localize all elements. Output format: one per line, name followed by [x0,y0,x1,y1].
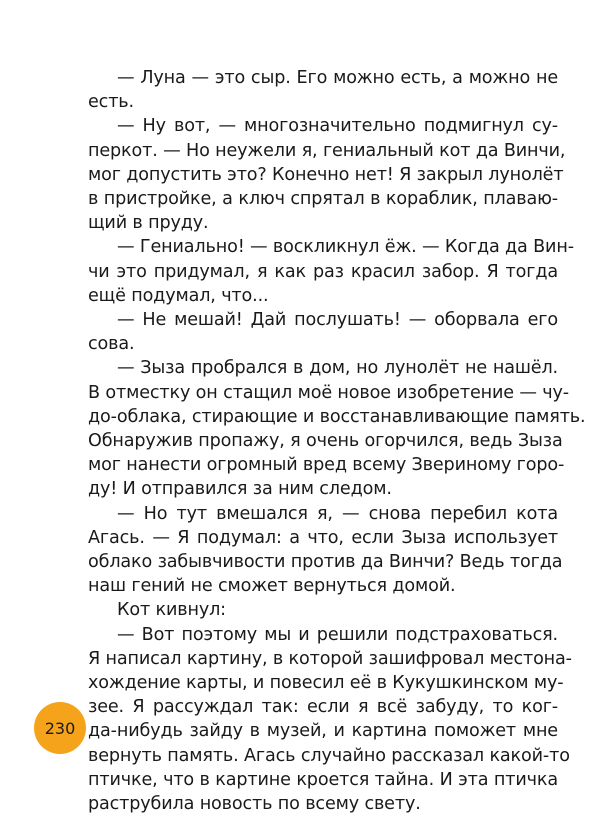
text-line: — Луна — это сыр. Его можно есть, а можно не [117,68,558,88]
text-line: перкот. — Но неужели я, гениальный кот да Винчи, [88,140,566,161]
paragraph [88,623,572,816]
text-line: ду! И отправился за ним следом. [88,479,392,500]
text-line: облако забывчивости против да Винчи? Ведь тогда [88,552,563,573]
text-line: есть. [88,92,134,113]
text-line: хождение карты, и повесил её в Кукушкинском му- [88,673,564,694]
text-line: до-облака, стирающие и восстанавливающие память. [88,406,586,427]
text-line: зее. Я рассуждал так: если я всё забуду, то ког- [88,697,558,718]
text-line: — Зыза пробрался в дом, но лунолёт не нашёл. [117,358,558,379]
text-line: сова. [88,334,135,355]
text-line: щий в пруду. [88,213,209,234]
text-line: Я написал картину, в которой зашифровал местона- [88,648,572,669]
text-line: — Ну вот, — многозначительно подмигнул су- [117,116,558,137]
paragraph [88,598,558,622]
text-line: Обнаружив пропажу, я очень огорчился, ведь Зыза [88,431,563,452]
paragraph [88,114,566,235]
paragraph [88,66,558,114]
text-line: да-нибудь зайду в музей, и картина поможет мне [88,721,558,742]
body-text [88,66,586,816]
text-line: Агась. — Я подумал: а что, если Зыза использует [88,527,558,548]
text-line: чи это придумал, я как раз красил забор. Я тогда [88,261,558,282]
paragraph [88,502,563,599]
page-number: 230 [44,718,76,738]
text-line: птичке, что в картине кроется тайна. И эта птичка [88,769,558,790]
text-line: мог нанести огромный вред всему Звериному горо- [88,455,565,476]
text-line: — Вот поэтому мы и решили подстраховаться. [117,624,558,645]
page-number-badge [34,702,86,754]
text-line: В отместку он стащил моё новое изобретение — чу- [88,382,569,403]
text-line: мог допустить это? Конечно нет! Я закрыл лунолёт [88,164,564,185]
text-line: — Но тут вмешался я, — снова перебил кота [117,503,558,524]
text-line: наш гений не сможет вернуться домой. [88,576,456,597]
text-line: — Не мешай! Дай послушать! — оборвала его [117,310,558,331]
paragraph [88,356,586,501]
text-line: в пристройке, а ключ спрятал в кораблик, плаваю- [88,189,558,210]
text-line: — Гениально! — воскликнул ёж. — Когда да Вин- [117,237,574,258]
text-line: ещё подумал, что... [88,285,269,306]
text-line: Кот кивнул: [117,600,226,621]
text-line: раструбила новость по всему свету. [88,794,421,815]
paragraph [88,235,574,308]
text-line: вернуть память. Агась случайно рассказал какой-то [88,745,570,766]
paragraph [88,308,558,356]
